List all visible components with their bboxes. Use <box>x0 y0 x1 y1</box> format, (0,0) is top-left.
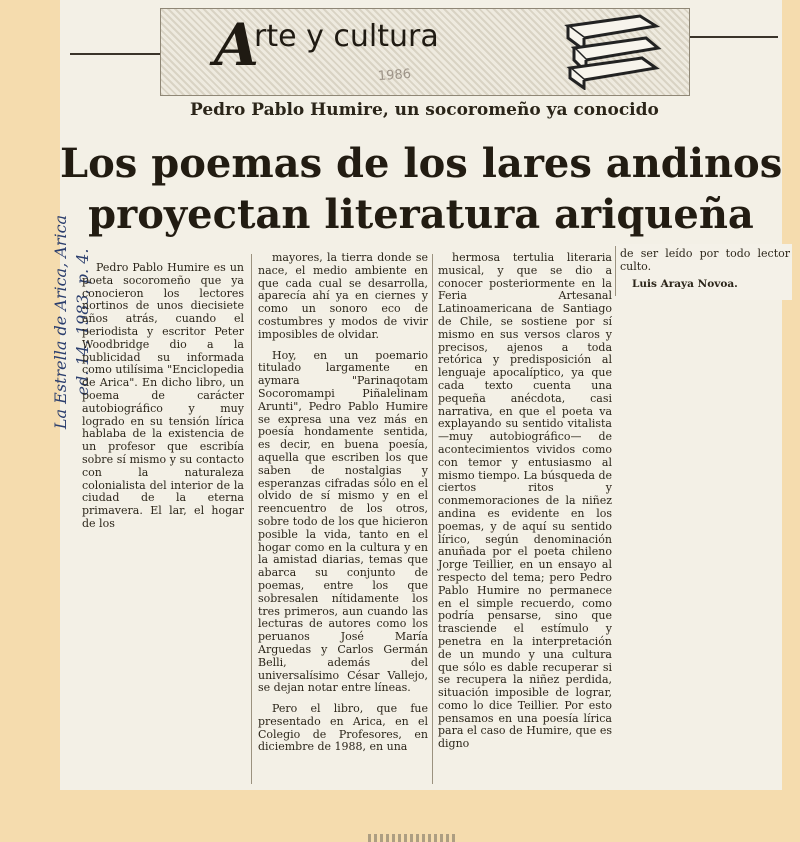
author-signature: Luis Araya Novoa. <box>632 277 738 290</box>
handwritten-line-2: ed. 14, 1983, p. 4. <box>73 248 92 396</box>
paragraph: de ser leído por todo lector culto. <box>620 247 790 273</box>
paragraph: Hoy, en un poemario titulado largamente en aymara "Parinaqotam Socoromampi Piñalelinam Arunti", Pedro Pablo Humire se expresa una vez más en poesía hondamente sentida, es decir, en buena poesía, aquella que escriben los que saben de nostalgias y esperanzas cifradas sólo en el olvido de sí mismo y en el reencuentro de los otros, sobre todo de los que hicieron posible la vida, tanto en el hogar como en la cultura y en la amistad diarias, temas que abarca su conjunto de poemas, entre los que sobresalen nítidamente los tres primeros, aun cuando las lecturas de autores como los peruanos José María Arguedas y Carlos Germán Belli, además del universalísimo César Vallejo, se dejan notar entre líneas. <box>258 348 428 695</box>
banner-rule-left <box>70 53 160 55</box>
headline-line-1: Los poemas de los lares andinos <box>60 140 783 187</box>
article-column-1 <box>82 262 244 531</box>
paragraph: mayores, la tierra donde se nace, el medio ambiente en que cada cual se desarrolla, aparecía ahí ya en ciernes y como un sonoro eco de costumbres y modos de vivir imposibles de olvidar. <box>258 251 428 341</box>
section-title: rte y cultura <box>254 19 439 54</box>
handwritten-line-1: La Estrella de Arica, Arica <box>51 214 70 430</box>
banner-rule-right <box>688 36 778 38</box>
next-clipping-edge <box>368 834 458 842</box>
article-column-3 <box>438 252 612 751</box>
column-divider <box>615 246 616 296</box>
paragraph: hermosa tertulia literaria musical, y que se dio a conocer posteriormente en la Feria Artesanal Latinoamericana de Santiago de Chile, se sostiene por sí mismo en sus versos claros y precisos, ajenos a toda retórica y predisposición al lenguaje apocalíptico, ya que cada texto cuenta una pequeña anécdota, casi narrativa, en que el poeta va explayando su sentido vitalista —muy autobiográfico— de acontecimientos vividos como con temor y entusiasmo al mismo tiempo. La búsqueda de ciertos ritos y conmemoraciones de la niñez andina es evidente en los poemas, y de aquí su sentido lírico, según denominación anuñada por el poeta chileno Jorge Teillier, en un ensayo al respecto del tema; pero Pedro Pablo Humire no permanece en el simple recuerdo, como podría pensarse, sino que trasciende el estímulo y penetra en la interpretación de un mundo y una cultura que sólo es dable recuperar si se recupera la niñez perdida, situación imposible de lograr, como lo dice Teillier. Por esto pensamos en una poesía lírica para el caso de Humire, que es digno <box>438 251 612 751</box>
headline-line-2: proyectan literatura ariqueña <box>88 191 754 238</box>
article-column-4 <box>620 248 790 290</box>
date-stamp: 1986 <box>377 66 412 85</box>
books-icon <box>562 8 662 90</box>
article-kicker: Pedro Pablo Humire, un socoromeño ya conocido <box>190 100 659 120</box>
paragraph: Pero el libro, que fue presentado en Arica, en el Colegio de Profesores, en diciembre de 1988, en una <box>258 702 428 754</box>
section-title-initial: A <box>214 11 260 79</box>
article-headline <box>60 138 782 240</box>
column-divider <box>432 254 433 784</box>
column-divider <box>251 254 252 784</box>
paragraph: Pedro Pablo Humire es un poeta socoromeño que ya conocieron los lectores nortinos de unos diecisiete años atrás, cuando el periodista y escritor Peter Woodbridge dio a la publicidad su informada como utilísima "Enciclopedia de Arica". En dicho libro, un poema de carácter autobiográfico y muy logrado en su tensión lírica hablaba de la existencia de un profesor que escribía sobre sí mismo y su contacto con la naturaleza colonialista del interior de la ciudad de la eterna primavera. El lar, el hogar de los <box>82 261 244 530</box>
article-column-2 <box>258 252 428 754</box>
